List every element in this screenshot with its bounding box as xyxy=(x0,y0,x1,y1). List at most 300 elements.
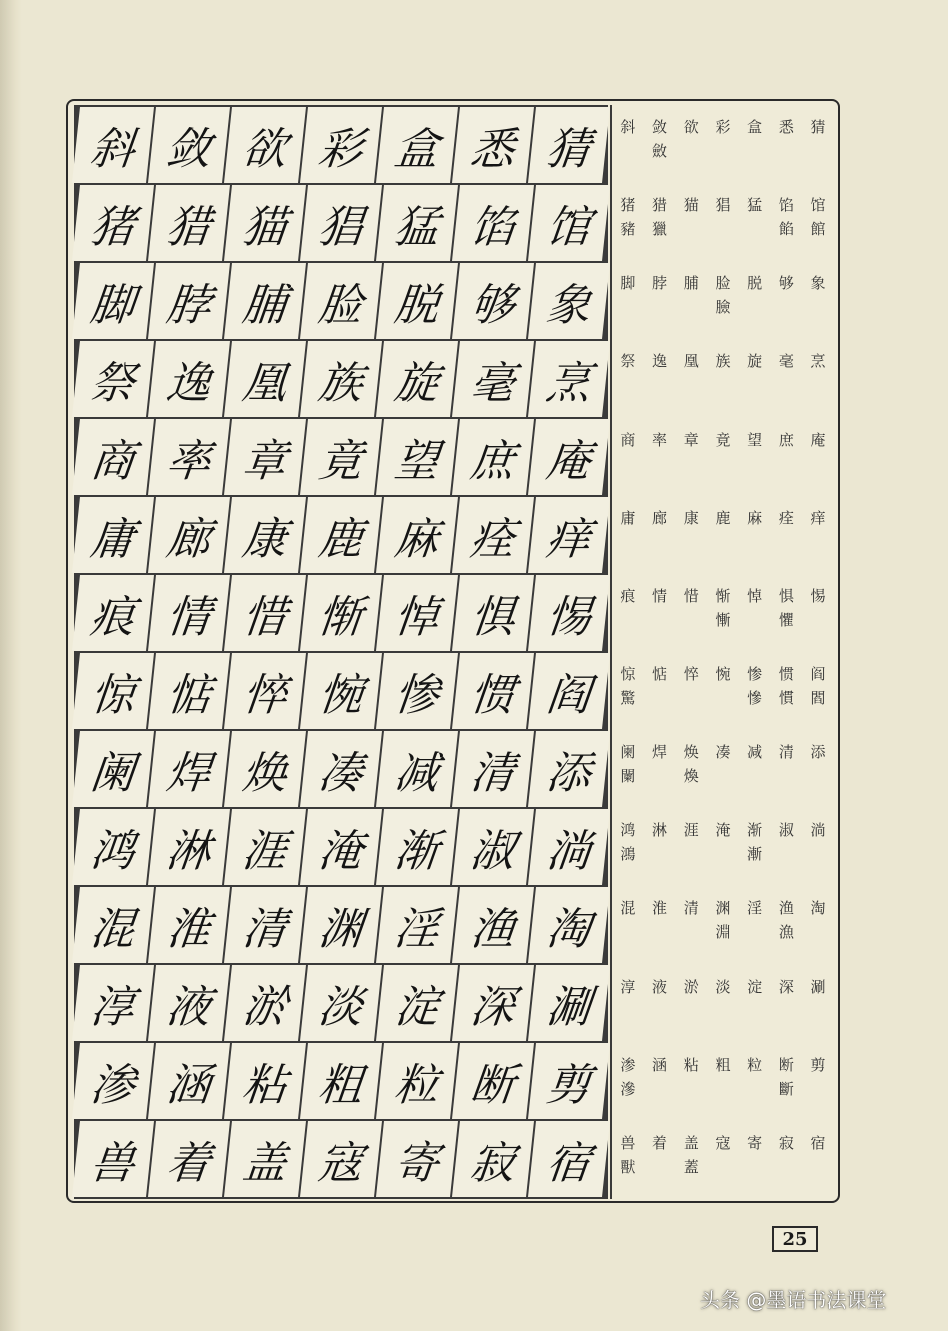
simplified-char: 鸿 xyxy=(620,821,636,840)
gloss-item xyxy=(772,896,800,944)
calligraphy-cell: 情 xyxy=(148,575,230,651)
simplified-char: 液 xyxy=(652,977,668,996)
gloss-row xyxy=(612,496,834,574)
gloss-item xyxy=(646,428,674,452)
calligraphy-cell: 惯 xyxy=(452,653,534,729)
calligraphy-cell: 寄 xyxy=(376,1121,458,1197)
calligraphy-cell: 痕 xyxy=(72,575,154,651)
gloss-item xyxy=(741,428,769,452)
simplified-char: 祭 xyxy=(620,352,636,371)
gloss-item xyxy=(646,1053,674,1077)
calligraphy-cell: 毫 xyxy=(452,341,534,417)
simplified-char: 敛 xyxy=(652,118,668,136)
gloss-item xyxy=(804,975,832,999)
calligraphy-cell: 惕 xyxy=(528,575,610,651)
simplified-char: 痕 xyxy=(620,586,636,605)
simplified-char: 惭 xyxy=(715,586,731,605)
gloss-item xyxy=(804,271,832,295)
simplified-char: 惦 xyxy=(652,665,668,683)
gloss-item xyxy=(646,349,674,373)
gloss-item xyxy=(772,584,800,632)
gloss-panel xyxy=(610,105,834,1199)
gloss-item xyxy=(646,662,674,686)
simplified-char: 情 xyxy=(652,586,668,605)
simplified-char: 断 xyxy=(778,1055,794,1074)
calligraphy-cell: 馅 xyxy=(452,185,534,261)
gloss-item xyxy=(614,349,642,373)
calligraphy-cell: 猫 xyxy=(224,185,306,261)
gloss-item xyxy=(709,271,737,319)
simplified-char: 猫 xyxy=(683,196,699,215)
gloss-row xyxy=(612,808,834,886)
gloss-item xyxy=(741,662,769,710)
simplified-char: 猪 xyxy=(620,196,636,215)
gloss-item xyxy=(772,506,800,530)
calligraphy-cell: 彩 xyxy=(300,107,382,183)
gloss-item xyxy=(772,115,800,139)
gloss-item xyxy=(741,896,769,920)
simplified-char: 竟 xyxy=(715,430,731,449)
gloss-item xyxy=(614,271,642,295)
simplified-char: 猛 xyxy=(747,196,763,215)
gloss-item xyxy=(772,271,800,295)
calligraphy-cell: 敛 xyxy=(148,107,230,183)
simplified-char: 宿 xyxy=(810,1133,826,1152)
gloss-item xyxy=(772,349,800,373)
simplified-char: 痒 xyxy=(810,508,826,527)
simplified-char: 粒 xyxy=(747,1055,763,1074)
simplified-char: 寄 xyxy=(747,1133,763,1152)
gloss-item xyxy=(741,1053,769,1077)
gloss-item xyxy=(804,896,832,920)
gloss-row xyxy=(612,1043,834,1121)
calligraphy-cell: 章 xyxy=(224,419,306,495)
gloss-item xyxy=(709,506,737,530)
simplified-char: 涮 xyxy=(810,977,826,996)
simplified-char: 脱 xyxy=(747,274,763,293)
calligraphy-cell: 阎 xyxy=(528,653,610,729)
simplified-char: 淋 xyxy=(652,821,668,840)
calligraphy-cell: 深 xyxy=(452,965,534,1041)
calligraphy-cell: 痒 xyxy=(528,497,610,573)
gloss-item xyxy=(677,1053,705,1077)
gloss-row xyxy=(612,418,834,496)
calligraphy-cell: 粗 xyxy=(300,1043,382,1119)
calligraphy-cell: 兽 xyxy=(72,1121,154,1197)
simplified-char: 逸 xyxy=(652,352,668,371)
gloss-item xyxy=(677,1131,705,1179)
calligraphy-cell: 麻 xyxy=(376,497,458,573)
simplified-char: 族 xyxy=(715,352,731,371)
gloss-item xyxy=(677,740,705,788)
gloss-item xyxy=(646,1131,674,1155)
simplified-char: 阎 xyxy=(810,665,826,683)
watermark: 头条 @墨语书法课堂 xyxy=(700,1287,887,1312)
gloss-row xyxy=(612,652,834,730)
gloss-row xyxy=(612,574,834,652)
gloss-item xyxy=(772,818,800,842)
simplified-char: 淌 xyxy=(810,821,826,840)
calligraphy-cell: 惧 xyxy=(452,575,534,651)
calligraphy-cell: 庶 xyxy=(452,419,534,495)
simplified-char: 庸 xyxy=(620,508,636,527)
calligraphy-cell: 悉 xyxy=(452,107,534,183)
gloss-item xyxy=(614,1131,642,1179)
calligraphy-cell: 添 xyxy=(528,731,610,807)
calligraphy-cell: 涮 xyxy=(528,965,610,1041)
simplified-char: 盖 xyxy=(683,1133,699,1152)
simplified-char: 添 xyxy=(810,743,826,762)
calligraphy-cell: 惦 xyxy=(148,653,230,729)
calligraphy-cell: 焕 xyxy=(224,731,306,807)
traditional-char: 餡 xyxy=(778,220,794,239)
calligraphy-cell: 寇 xyxy=(300,1121,382,1197)
gloss-item xyxy=(741,1131,769,1155)
calligraphy-cell: 淮 xyxy=(148,887,230,963)
gloss-item xyxy=(804,740,832,764)
simplified-char: 清 xyxy=(683,899,699,918)
gloss-item xyxy=(614,975,642,999)
simplified-char: 寂 xyxy=(778,1133,794,1152)
calligraphy-cell: 悼 xyxy=(376,575,458,651)
gloss-item xyxy=(614,818,642,866)
gloss-item xyxy=(677,506,705,530)
simplified-char: 悴 xyxy=(683,665,699,683)
gloss-item xyxy=(741,193,769,217)
gloss-item xyxy=(677,662,705,686)
gloss-item xyxy=(677,428,705,452)
simplified-char: 盒 xyxy=(747,118,763,136)
simplified-char: 惜 xyxy=(683,586,699,605)
gloss-item xyxy=(772,740,800,764)
gloss-item xyxy=(709,896,737,944)
traditional-char: 斂 xyxy=(652,142,668,160)
calligraphy-cell: 猜 xyxy=(528,107,610,183)
traditional-char: 館 xyxy=(810,220,826,239)
calligraphy-cell: 淳 xyxy=(72,965,154,1041)
gloss-item xyxy=(646,975,674,999)
calligraphy-cell: 清 xyxy=(224,887,306,963)
gloss-item xyxy=(677,896,705,920)
simplified-char: 深 xyxy=(778,977,794,996)
simplified-char: 着 xyxy=(652,1133,668,1152)
simplified-char: 旋 xyxy=(747,352,763,371)
calligraphy-cell: 旋 xyxy=(376,341,458,417)
calligraphy-cell: 惭 xyxy=(300,575,382,651)
simplified-char: 庵 xyxy=(810,430,826,449)
gloss-item xyxy=(614,428,642,452)
calligraphy-cell: 率 xyxy=(148,419,230,495)
calligraphy-cell: 鸿 xyxy=(72,809,154,885)
simplified-char: 淑 xyxy=(778,821,794,840)
simplified-char: 悉 xyxy=(778,118,794,136)
gloss-item xyxy=(709,975,737,999)
gloss-item xyxy=(677,584,705,608)
simplified-char: 庶 xyxy=(778,430,794,449)
simplified-char: 凰 xyxy=(683,352,699,371)
calligraphy-cell: 够 xyxy=(452,263,534,339)
gloss-item xyxy=(646,584,674,608)
simplified-char: 欲 xyxy=(683,118,699,136)
calligraphy-cell: 猖 xyxy=(300,185,382,261)
calligraphy-cell: 脱 xyxy=(376,263,458,339)
simplified-char: 象 xyxy=(810,274,826,293)
calligraphy-cell: 凰 xyxy=(224,341,306,417)
gloss-item xyxy=(804,428,832,452)
simplified-char: 焕 xyxy=(683,743,699,762)
gloss-item xyxy=(741,740,769,764)
gloss-item xyxy=(804,1053,832,1077)
simplified-char: 惊 xyxy=(620,665,636,683)
calligraphy-cell: 盖 xyxy=(224,1121,306,1197)
simplified-char: 脸 xyxy=(715,274,731,293)
calligraphy-cell: 液 xyxy=(148,965,230,1041)
simplified-char: 渗 xyxy=(620,1055,636,1074)
traditional-char: 臉 xyxy=(715,298,731,317)
gloss-row xyxy=(612,105,834,183)
simplified-char: 惧 xyxy=(778,586,794,605)
traditional-char: 蓋 xyxy=(683,1157,699,1176)
gloss-item xyxy=(741,975,769,999)
simplified-char: 毫 xyxy=(778,352,794,371)
simplified-char: 猖 xyxy=(715,196,731,215)
simplified-char: 淀 xyxy=(747,977,763,996)
simplified-char: 淳 xyxy=(620,977,636,996)
simplified-char: 淘 xyxy=(810,899,826,918)
calligraphy-cell: 惨 xyxy=(376,653,458,729)
gloss-item xyxy=(646,193,674,241)
simplified-char: 鹿 xyxy=(715,508,731,527)
simplified-char: 剪 xyxy=(810,1055,826,1074)
gloss-item xyxy=(709,1131,737,1155)
gloss-item xyxy=(772,1131,800,1155)
simplified-char: 渔 xyxy=(778,899,794,918)
calligraphy-cell: 惋 xyxy=(300,653,382,729)
calligraphy-cell: 猪 xyxy=(72,185,154,261)
calligraphy-cell: 凑 xyxy=(300,731,382,807)
simplified-char: 望 xyxy=(747,430,763,449)
calligraphy-cell: 欲 xyxy=(224,107,306,183)
calligraphy-cell: 混 xyxy=(72,887,154,963)
simplified-char: 商 xyxy=(620,430,636,449)
simplified-char: 淹 xyxy=(715,821,731,840)
calligraphy-cell: 庸 xyxy=(72,497,154,573)
simplified-char: 淡 xyxy=(715,977,731,996)
calligraphy-cell: 断 xyxy=(452,1043,534,1119)
simplified-char: 阑 xyxy=(620,743,636,762)
simplified-char: 焊 xyxy=(652,743,668,762)
simplified-char: 章 xyxy=(683,430,699,449)
gloss-item xyxy=(772,662,800,710)
traditional-char: 煥 xyxy=(683,767,699,786)
simplified-char: 渊 xyxy=(715,899,731,918)
simplified-char: 康 xyxy=(683,508,699,527)
calligraphy-cell: 涵 xyxy=(148,1043,230,1119)
calligraphy-cell: 渊 xyxy=(300,887,382,963)
calligraphy-cell: 惊 xyxy=(72,653,154,729)
traditional-char: 淵 xyxy=(715,923,731,942)
simplified-char: 惯 xyxy=(778,665,794,683)
gloss-row xyxy=(612,886,834,964)
simplified-char: 猎 xyxy=(652,196,668,215)
calligraphy-cell: 烹 xyxy=(528,341,610,417)
gloss-item xyxy=(804,662,832,710)
gloss-item xyxy=(614,115,642,139)
calligraphy-cell: 渔 xyxy=(452,887,534,963)
traditional-char: 懼 xyxy=(778,610,794,629)
gloss-item xyxy=(709,428,737,452)
simplified-char: 馅 xyxy=(778,196,794,215)
simplified-char: 烹 xyxy=(810,352,826,371)
calligraphy-cell: 惜 xyxy=(224,575,306,651)
gloss-item xyxy=(646,740,674,764)
simplified-char: 减 xyxy=(747,743,763,762)
gloss-item xyxy=(772,193,800,241)
gloss-item xyxy=(677,115,705,139)
calligraphy-cell: 涯 xyxy=(224,809,306,885)
gloss-row xyxy=(612,965,834,1043)
gloss-item xyxy=(709,115,737,139)
gloss-item xyxy=(741,584,769,608)
gloss-item xyxy=(804,349,832,373)
page-number: 25 xyxy=(772,1226,818,1252)
calligraphy-cell: 廊 xyxy=(148,497,230,573)
simplified-char: 惕 xyxy=(810,586,826,605)
gloss-item xyxy=(614,193,642,241)
calligraphy-cell: 望 xyxy=(376,419,458,495)
gloss-item xyxy=(614,506,642,530)
calligraphy-cell: 脯 xyxy=(224,263,306,339)
gloss-item xyxy=(646,818,674,842)
calligraphy-cell: 脚 xyxy=(72,263,154,339)
calligraphy-cell: 逸 xyxy=(148,341,230,417)
simplified-char: 够 xyxy=(778,274,794,293)
gloss-item xyxy=(709,193,737,217)
simplified-char: 脖 xyxy=(652,274,668,293)
gloss-item xyxy=(709,662,737,686)
calligraphy-cell: 淡 xyxy=(300,965,382,1041)
gloss-item xyxy=(614,896,642,920)
calligraphy-cell: 着 xyxy=(148,1121,230,1197)
gloss-item xyxy=(709,818,737,842)
gloss-item xyxy=(772,428,800,452)
simplified-char: 淮 xyxy=(652,899,668,918)
gloss-item xyxy=(677,193,705,217)
calligraphy-cell: 馆 xyxy=(528,185,610,261)
calligraphy-cell: 商 xyxy=(72,419,154,495)
calligraphy-cell: 鹿 xyxy=(300,497,382,573)
calligraphy-cell: 猎 xyxy=(148,185,230,261)
calligraphy-cell: 淀 xyxy=(376,965,458,1041)
gloss-item xyxy=(677,818,705,842)
traditional-char: 斷 xyxy=(778,1079,794,1098)
simplified-char: 悼 xyxy=(747,586,763,605)
traditional-char: 獸 xyxy=(620,1157,636,1176)
gloss-item xyxy=(709,1053,737,1077)
calligraphy-cell: 渐 xyxy=(376,809,458,885)
calligraphy-cell: 淑 xyxy=(452,809,534,885)
calligraphy-cell: 象 xyxy=(528,263,610,339)
gloss-row xyxy=(612,339,834,417)
gloss-item xyxy=(677,349,705,373)
calligraphy-cell: 淤 xyxy=(224,965,306,1041)
gloss-item xyxy=(677,271,705,295)
simplified-char: 凑 xyxy=(715,743,731,762)
calligraphy-cell: 猛 xyxy=(376,185,458,261)
calligraphy-cell: 淋 xyxy=(148,809,230,885)
simplified-char: 清 xyxy=(778,743,794,762)
simplified-char: 粘 xyxy=(683,1055,699,1074)
traditional-char: 慘 xyxy=(747,689,763,707)
simplified-char: 惨 xyxy=(747,665,763,683)
calligraphy-cell: 渗 xyxy=(72,1043,154,1119)
gloss-item xyxy=(677,975,705,999)
calligraphy-cell: 淘 xyxy=(528,887,610,963)
calligraphy-cell: 悴 xyxy=(224,653,306,729)
gloss-item xyxy=(614,662,642,710)
gloss-item xyxy=(804,584,832,608)
calligraphy-cell: 盒 xyxy=(376,107,458,183)
calligraphy-cell: 焊 xyxy=(148,731,230,807)
gloss-item xyxy=(804,818,832,842)
simplified-char: 涯 xyxy=(683,821,699,840)
gloss-item xyxy=(772,1053,800,1101)
calligraphy-cell: 痊 xyxy=(452,497,534,573)
calligraphy-cell: 粒 xyxy=(376,1043,458,1119)
gloss-item xyxy=(614,1053,642,1101)
simplified-char: 涵 xyxy=(652,1055,668,1074)
simplified-char: 脯 xyxy=(683,274,699,293)
simplified-char: 渐 xyxy=(747,821,763,840)
calligraphy-cell: 淹 xyxy=(300,809,382,885)
gloss-row xyxy=(612,1121,834,1199)
gloss-item xyxy=(709,584,737,632)
traditional-char: 慚 xyxy=(715,610,731,629)
gloss-item xyxy=(646,506,674,530)
simplified-char: 馆 xyxy=(810,196,826,215)
gloss-item xyxy=(709,740,737,764)
simplified-char: 兽 xyxy=(620,1133,636,1152)
simplified-char: 混 xyxy=(620,899,636,918)
calligraphy-cell: 族 xyxy=(300,341,382,417)
calligraphy-cell: 淌 xyxy=(528,809,610,885)
traditional-char: 慣 xyxy=(778,689,794,707)
simplified-char: 斜 xyxy=(620,118,636,136)
gloss-item xyxy=(772,975,800,999)
calligraphy-grid xyxy=(74,105,608,1199)
calligraphy-cell: 寂 xyxy=(452,1121,534,1197)
calligraphy-cell: 粘 xyxy=(224,1043,306,1119)
simplified-char: 淫 xyxy=(747,899,763,918)
simplified-char: 脚 xyxy=(620,274,636,293)
calligraphy-cell: 减 xyxy=(376,731,458,807)
gloss-item xyxy=(741,349,769,373)
calligraphy-cell: 祭 xyxy=(72,341,154,417)
simplified-char: 惋 xyxy=(715,665,731,683)
traditional-char: 驚 xyxy=(620,689,636,707)
traditional-char: 闌 xyxy=(620,767,636,786)
simplified-char: 廊 xyxy=(652,508,668,527)
calligraphy-cell: 斜 xyxy=(72,107,154,183)
gloss-item xyxy=(804,115,832,139)
gloss-item xyxy=(741,818,769,866)
calligraphy-cell: 宿 xyxy=(528,1121,610,1197)
simplified-char: 率 xyxy=(652,430,668,449)
gloss-row xyxy=(612,261,834,339)
gloss-item xyxy=(646,115,674,163)
traditional-char: 漁 xyxy=(778,923,794,942)
gloss-row xyxy=(612,730,834,808)
